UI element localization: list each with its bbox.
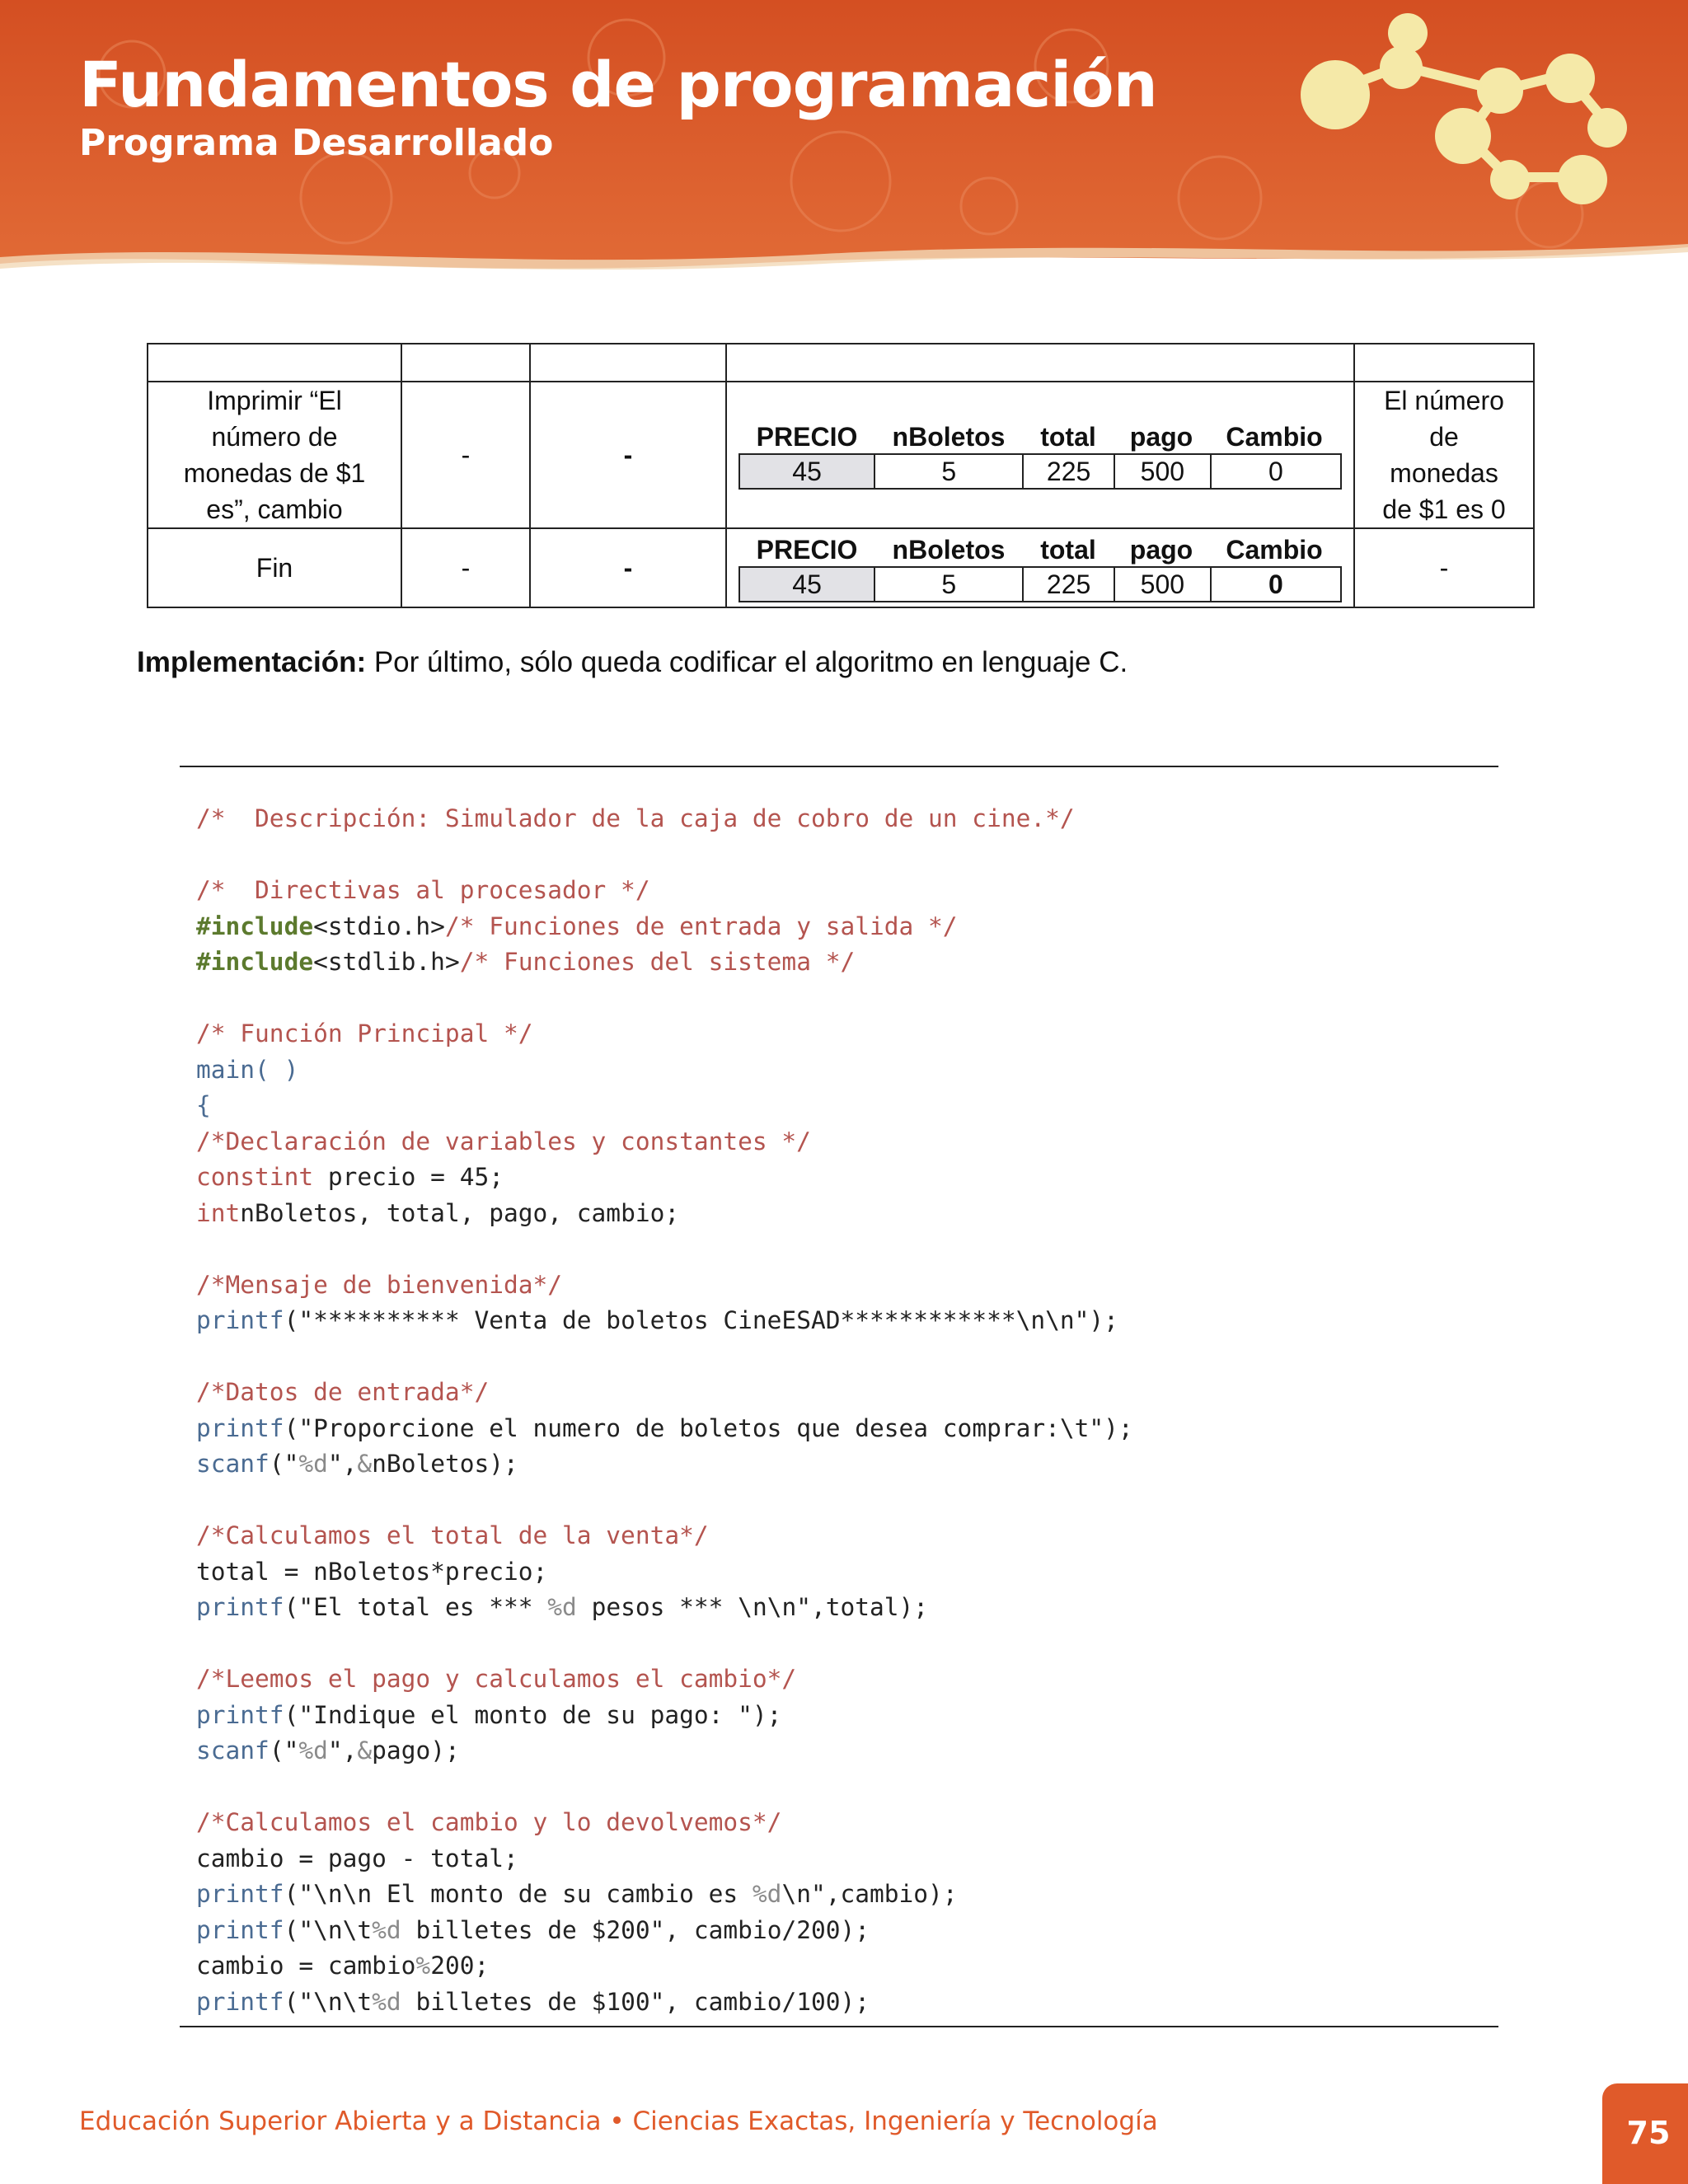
code-token: %d <box>372 1987 401 2016</box>
instruction-cell: Fin <box>148 528 401 607</box>
code-bottom-rule <box>180 2026 1498 2027</box>
code-line <box>196 1590 1133 1626</box>
code-token: printf <box>196 1880 284 1908</box>
code-listing <box>196 801 1133 2020</box>
code-line <box>196 1303 1133 1339</box>
code-token: <stdio.h> <box>313 912 445 940</box>
code-line <box>196 1411 1133 1447</box>
code-token: /* Descripción: Simulador de la caja de cobro de un cine.*/ <box>196 804 1075 832</box>
code-token: /*Mensaje de bienvenida*/ <box>196 1270 563 1299</box>
code-line <box>196 1698 1133 1734</box>
code-token: ("\n\t <box>284 1915 373 1944</box>
code-token: <stdlib.h> <box>313 948 460 976</box>
code-line <box>196 1088 1133 1124</box>
code-token: scanf <box>196 1450 270 1478</box>
code-line <box>196 1626 1133 1662</box>
code-token: /*Datos de entrada*/ <box>196 1378 490 1406</box>
table-row <box>148 528 1534 607</box>
code-line <box>196 1554 1133 1591</box>
code-token: printf <box>196 1987 284 2016</box>
code-token: %d <box>752 1880 782 1908</box>
code-token: & <box>357 1736 373 1765</box>
code-line <box>196 981 1133 1017</box>
code-line <box>196 873 1133 909</box>
code-token: /* Directivas al procesador */ <box>196 876 650 904</box>
code-token: printf <box>196 1593 284 1621</box>
code-token: billetes de $100", cambio/100); <box>401 1987 870 2016</box>
code-line <box>196 1948 1133 1985</box>
code-line <box>196 1339 1133 1376</box>
code-token: ("Proporcione el numero de boletos que desea comprar:\t"); <box>284 1413 1133 1442</box>
code-token: printf <box>196 1700 284 1729</box>
code-line <box>196 1124 1133 1160</box>
code-token: total = nBoletos*precio; <box>196 1557 548 1586</box>
code-line <box>196 1268 1133 1304</box>
implementation-paragraph <box>137 646 1128 679</box>
memory-values: 45 5 225 500 0 <box>738 566 1342 602</box>
code-line <box>196 1733 1133 1769</box>
code-line <box>196 801 1133 837</box>
code-line <box>196 1769 1133 1806</box>
code-token: billetes de $200", cambio/200); <box>401 1915 870 1944</box>
instruction-cell: Imprimir “El número de monedas de $1 es”, cambio <box>148 382 401 528</box>
code-token: ("\n\t <box>284 1987 373 2016</box>
code-line <box>196 1913 1133 1949</box>
dash-cell: - <box>530 528 726 607</box>
code-token: ", <box>327 1450 358 1478</box>
memory-cell <box>726 528 1354 607</box>
code-token: 200; <box>430 1952 490 1980</box>
code-token: cambio = pago - total; <box>196 1844 518 1872</box>
code-line <box>196 944 1133 981</box>
code-line <box>196 1160 1133 1196</box>
code-token: ", <box>327 1736 358 1765</box>
code-line <box>196 1231 1133 1268</box>
code-line <box>196 1518 1133 1554</box>
code-token: scanf <box>196 1736 270 1765</box>
footer-text: Educación Superior Abierta y a Distancia • Ciencias Exactas, Ingeniería y Tecnología <box>79 2107 1158 2136</box>
dash-cell: - <box>530 382 726 528</box>
code-line <box>196 1446 1133 1483</box>
code-token: /*Calculamos el cambio y lo devolvemos*/ <box>196 1808 782 1836</box>
code-line <box>196 1375 1133 1411</box>
code-token: printf <box>196 1413 284 1442</box>
code-line <box>196 1877 1133 1913</box>
code-token: { <box>196 1091 211 1119</box>
code-line <box>196 1196 1133 1232</box>
memory-headers: PRECIO nBoletos total pago Cambio <box>756 422 1323 452</box>
dash-cell: - <box>401 528 530 607</box>
code-token: %d <box>372 1915 401 1944</box>
code-token: precio = 45; <box>313 1163 504 1191</box>
code-token: %d <box>298 1450 328 1478</box>
code-token: printf <box>196 1915 284 1944</box>
code-token: #include <box>196 912 314 940</box>
code-token: nBoletos, total, pago, cambio; <box>240 1198 680 1227</box>
code-token: constint <box>196 1163 314 1191</box>
code-token: \n",cambio); <box>781 1880 958 1908</box>
code-token: ("El total es *** <box>284 1593 548 1621</box>
code-token: /*Leemos el pago y calculamos el cambio*/ <box>196 1665 797 1693</box>
code-token: & <box>357 1450 373 1478</box>
code-token: ("\n\n El monto de su cambio es <box>284 1880 753 1908</box>
code-token: %d <box>298 1736 328 1765</box>
code-line <box>196 1805 1133 1841</box>
code-token: /* Función Principal */ <box>196 1019 533 1047</box>
code-token: /* Funciones del sistema */ <box>459 948 856 976</box>
memory-cell <box>726 382 1354 528</box>
code-top-rule <box>180 766 1498 767</box>
output-cell: El número de monedas de $1 es 0 <box>1354 382 1534 528</box>
code-token: (" <box>269 1736 299 1765</box>
implementation-label: Implementación: <box>137 646 367 678</box>
code-token: pago); <box>372 1736 460 1765</box>
code-line <box>196 837 1133 874</box>
code-token: /*Calculamos el total de la venta*/ <box>196 1521 709 1549</box>
code-token: %d <box>547 1593 577 1621</box>
code-token: int <box>196 1198 241 1227</box>
page-subtitle: Programa Desarrollado <box>79 122 554 164</box>
code-token: main( ) <box>196 1055 299 1084</box>
code-token: pesos *** \n\n",total); <box>576 1593 929 1621</box>
code-line <box>196 1016 1133 1052</box>
code-line <box>196 1483 1133 1519</box>
code-token: #include <box>196 948 314 976</box>
trace-table <box>147 343 1535 608</box>
implementation-text: Por último, sólo queda codificar el algoritmo en lenguaje C. <box>366 646 1128 678</box>
code-line <box>196 1052 1133 1089</box>
table-header-row <box>148 344 1534 382</box>
code-line <box>196 909 1133 945</box>
page-title: Fundamentos de programación <box>79 48 1157 121</box>
code-token: ("********** Venta de boletos CineESAD************\n\n"); <box>284 1306 1118 1334</box>
memory-values: 45 5 225 500 0 <box>738 453 1342 490</box>
code-token: cambio = cambio <box>196 1952 416 1980</box>
code-line <box>196 1661 1133 1698</box>
memory-headers: PRECIO nBoletos total pago Cambio <box>756 535 1323 565</box>
code-token: /*Declaración de variables y constantes */ <box>196 1127 811 1155</box>
code-line <box>196 1985 1133 2021</box>
code-token: printf <box>196 1306 284 1334</box>
code-token: nBoletos); <box>372 1450 518 1478</box>
page-number: 75 <box>1626 2115 1671 2151</box>
table-row <box>148 382 1534 528</box>
dash-cell: - <box>401 382 530 528</box>
code-token: ("Indique el monto de su pago: "); <box>284 1700 782 1729</box>
code-token: /* Funciones de entrada y salida */ <box>444 912 958 940</box>
code-token: % <box>415 1952 431 1980</box>
code-line <box>196 1841 1133 1877</box>
output-cell: - <box>1354 528 1534 607</box>
code-token: (" <box>269 1450 299 1478</box>
